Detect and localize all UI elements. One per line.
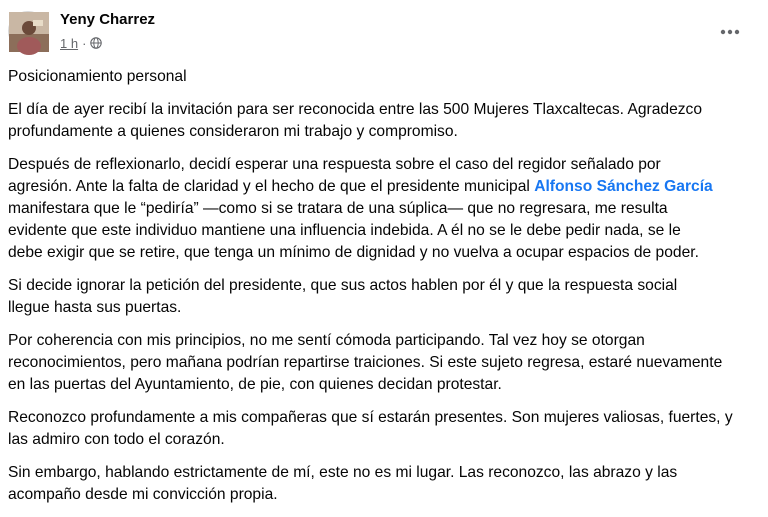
post-timestamp[interactable]: 1 h (60, 35, 79, 51)
paragraph-line: las admiro con todo el corazón. (8, 431, 225, 448)
more-options-button[interactable] (716, 18, 744, 46)
paragraph-line: acompaño desde mi convicción propia. (8, 486, 278, 503)
post-header (0, 0, 750, 62)
paragraph-line: evidente que este individuo mantiene una influencia indebida. A él no se le debe pedir nada, se le (8, 222, 681, 239)
paragraph-line: profundamente a quienes consideraron mi trabajo y compromiso. (8, 123, 458, 140)
paragraph-line: reconocimientos, pero mañana podrían repartirse traiciones. Si este sujeto regresa, estaré nuevamente (8, 354, 723, 371)
post-body (8, 66, 768, 517)
paragraph-line-with-mention (8, 176, 768, 198)
paragraph-line: debe exigir que se retire, que tenga un mínimo de dignidad y no vuelva a ocupar espacios de poder. (8, 244, 699, 261)
paragraph-line: Si decide ignorar la petición del presidente, que sus actos hablen por él y que la respuesta social (8, 277, 678, 294)
post-title (8, 66, 768, 88)
more-dots-icon (720, 29, 740, 35)
paragraph-2 (8, 154, 768, 264)
post-title-text: Posicionamiento personal (8, 68, 187, 85)
author-name[interactable]: Yeny Charrez (60, 11, 156, 28)
post-meta (60, 35, 102, 51)
paragraph-line: Después de reflexionarlo, decidí esperar una respuesta sobre el caso del regidor señalado por (8, 156, 661, 173)
paragraph-1 (8, 99, 768, 143)
paragraph-line: Sin embargo, hablando estrictamente de mí, este no es mi lugar. Las reconozco, las abrazo y las (8, 464, 678, 481)
paragraph-5 (8, 407, 768, 451)
meta-separator: · (82, 35, 87, 51)
paragraph-line: El día de ayer recibí la invitación para ser reconocida entre las 500 Mujeres Tlaxcaltecas. Agradezco (8, 101, 703, 118)
paragraph-text: agresión. Ante la falta de claridad y el hecho de que el presidente municipal (8, 178, 535, 195)
paragraph-6 (8, 462, 768, 506)
paragraph-4 (8, 330, 768, 396)
paragraph-line: Reconozco profundamente a mis compañeras que sí estarán presentes. Son mujeres valiosas, fuertes, y (8, 409, 733, 426)
paragraph-line: en las puertas del Ayuntamiento, de pie, con quienes decidan protestar. (8, 376, 502, 393)
mention-link[interactable]: Alfonso Sánchez García (534, 178, 713, 195)
paragraph-line: manifestara que le “pediría” —como si se tratara de una súplica— que no regresara, me resulta (8, 200, 668, 217)
paragraph-line: llegue hasta sus puertas. (8, 299, 182, 316)
globe-icon[interactable] (90, 37, 102, 49)
avatar[interactable] (8, 11, 48, 51)
paragraph-3 (8, 275, 768, 319)
paragraph-line: Por coherencia con mis principios, no me sentí cómoda participando. Tal vez hoy se otorgan (8, 332, 645, 349)
avatar-image (9, 12, 49, 52)
